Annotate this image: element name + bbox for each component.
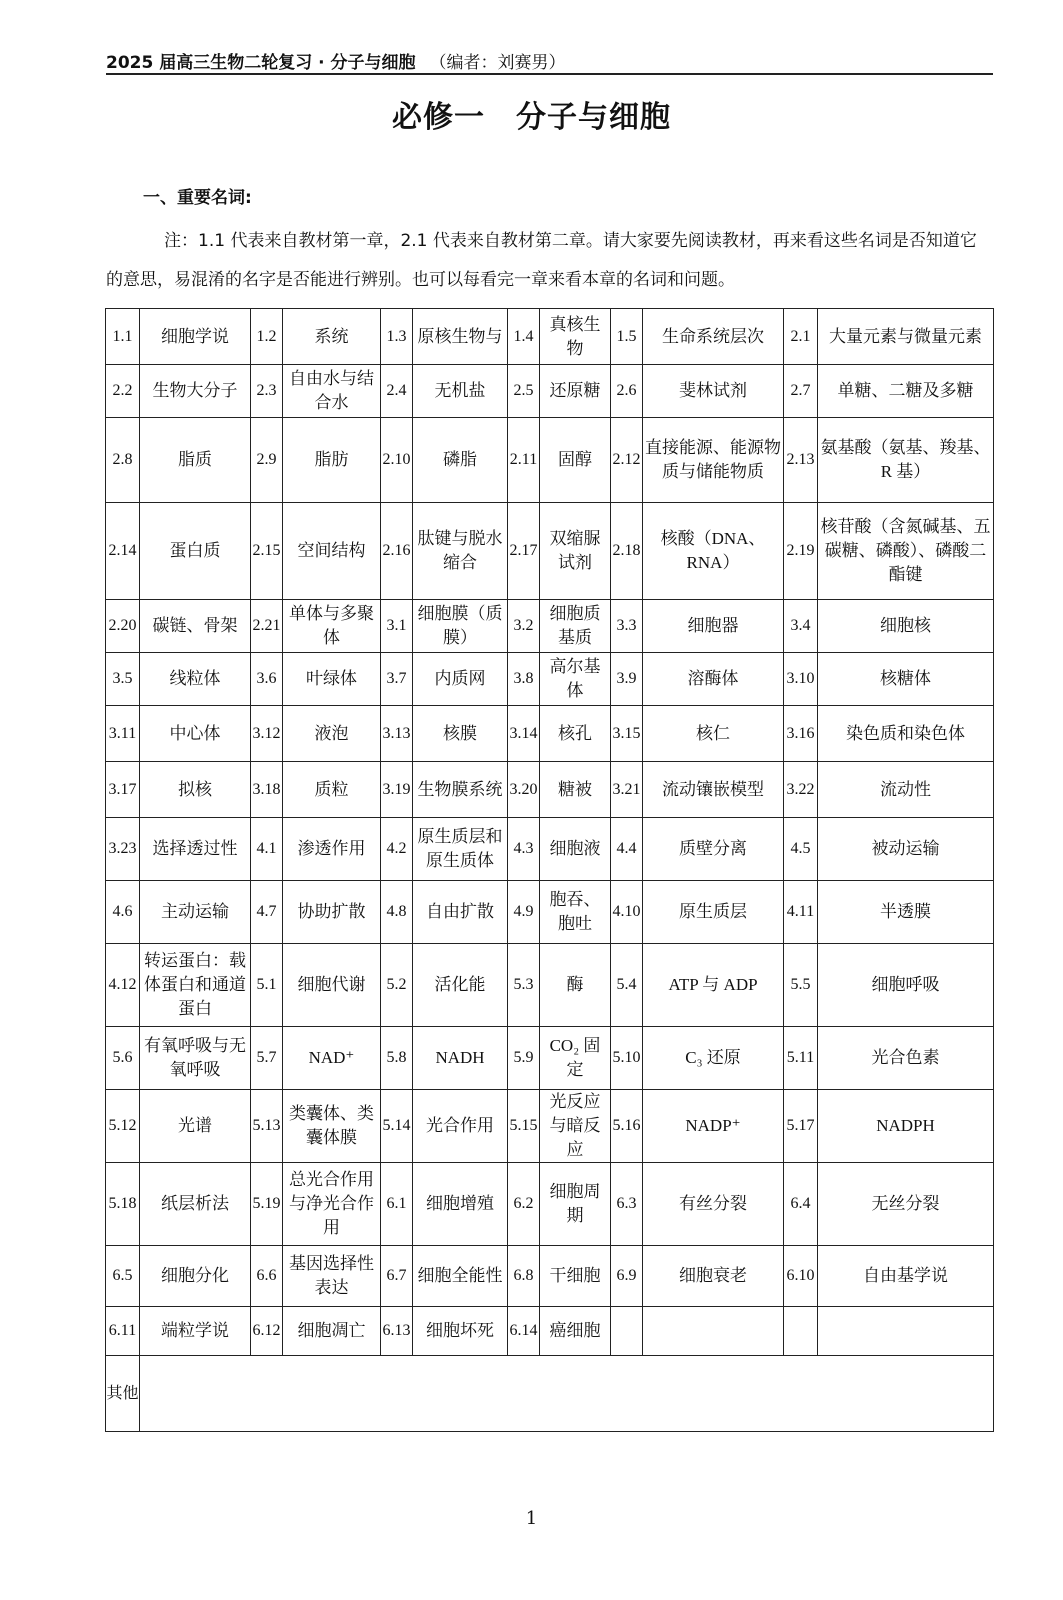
term-name: 固醇 [540,418,611,503]
term-name: 半透膜 [818,881,994,944]
term-number: 2.14 [106,503,140,600]
term-name: 核孔 [540,706,611,762]
term-name: 光合色素 [818,1027,994,1090]
term-number: 6.1 [381,1163,413,1246]
term-name: 酶 [540,944,611,1027]
term-name: 细胞周期 [540,1163,611,1246]
term-number: 5.7 [251,1027,283,1090]
other-blank-area [140,1356,994,1432]
term-number: 6.7 [381,1246,413,1307]
term-name: 原生质层和原生质体 [413,818,508,881]
term-number: 5.11 [784,1027,818,1090]
term-number: 5.14 [381,1090,413,1163]
term-number: 2.19 [784,503,818,600]
term-name: 真核生物 [540,309,611,365]
term-name: 细胞坏死 [413,1307,508,1356]
term-name: 渗透作用 [283,818,381,881]
term-number: 2.5 [508,365,540,418]
term-number: 3.17 [106,762,140,818]
term-name: 斐林试剂 [643,365,784,418]
term-number: 2.9 [251,418,283,503]
page-number: 1 [525,1508,538,1529]
term-number: 2.17 [508,503,540,600]
term-number: 3.2 [508,600,540,653]
term-name: 被动运输 [818,818,994,881]
term-number: 5.12 [106,1090,140,1163]
term-number [784,1307,818,1356]
table-row [106,1027,994,1090]
term-name: NAD⁺ [283,1027,381,1090]
term-number: 3.5 [106,653,140,706]
term-number: 3.13 [381,706,413,762]
term-name: 细胞器 [643,600,784,653]
term-number: 5.9 [508,1027,540,1090]
term-name: 中心体 [140,706,251,762]
term-name: NADPH [818,1090,994,1163]
term-number: 2.8 [106,418,140,503]
term-name: 细胞衰老 [643,1246,784,1307]
term-name: 无丝分裂 [818,1163,994,1246]
course-title: 2025 届高三生物二轮复习 · 分子与细胞 [106,53,416,73]
term-name: 脂肪 [283,418,381,503]
term-number [611,1307,643,1356]
term-name: 癌细胞 [540,1307,611,1356]
term-name: 质壁分离 [643,818,784,881]
term-number: 2.1 [784,309,818,365]
term-name: 生命系统层次 [643,309,784,365]
table-row [106,600,994,653]
term-name: 碳链、骨架 [140,600,251,653]
document-header [106,48,993,73]
term-number: 3.22 [784,762,818,818]
term-name: 自由扩散 [413,881,508,944]
term-name: 细胞学说 [140,309,251,365]
term-number: 5.5 [784,944,818,1027]
term-number: 1.3 [381,309,413,365]
table-row [106,503,994,600]
term-number: 5.3 [508,944,540,1027]
term-number: 4.6 [106,881,140,944]
term-number: 2.3 [251,365,283,418]
table-row [106,818,994,881]
term-number: 3.19 [381,762,413,818]
term-number: 2.15 [251,503,283,600]
term-name: 光合作用 [413,1090,508,1163]
term-name: 流动性 [818,762,994,818]
term-name: 流动镶嵌模型 [643,762,784,818]
term-number: 6.13 [381,1307,413,1356]
term-number: 3.15 [611,706,643,762]
term-number: 3.21 [611,762,643,818]
term-number: 6.8 [508,1246,540,1307]
term-number: 3.11 [106,706,140,762]
term-name: 染色质和染色体 [818,706,994,762]
term-name: 大量元素与微量元素 [818,309,994,365]
term-name: 内质网 [413,653,508,706]
term-name [818,1307,994,1356]
term-name: 胞吞、胞吐 [540,881,611,944]
term-number: 4.9 [508,881,540,944]
term-number: 5.6 [106,1027,140,1090]
term-name: 细胞膜（质膜） [413,600,508,653]
header-rule [106,73,993,75]
term-number: 5.8 [381,1027,413,1090]
term-number: 6.3 [611,1163,643,1246]
terms-table-body [106,309,994,1432]
term-name: 溶酶体 [643,653,784,706]
term-number: 3.18 [251,762,283,818]
term-name: 转运蛋白：载体蛋白和通道蛋白 [140,944,251,1027]
terms-table [105,308,994,1432]
term-number: 6.6 [251,1246,283,1307]
term-number: 2.12 [611,418,643,503]
term-name: 还原糖 [540,365,611,418]
term-name: 糖被 [540,762,611,818]
term-number: 6.10 [784,1246,818,1307]
table-row [106,944,994,1027]
term-number: 3.14 [508,706,540,762]
term-name: 线粒体 [140,653,251,706]
term-number: 5.17 [784,1090,818,1163]
term-name: 叶绿体 [283,653,381,706]
term-name: 自由水与结合水 [283,365,381,418]
term-name: 直接能源、能源物质与储能物质 [643,418,784,503]
term-number: 5.16 [611,1090,643,1163]
term-number: 2.2 [106,365,140,418]
term-name: 有丝分裂 [643,1163,784,1246]
term-number: 4.3 [508,818,540,881]
term-number: 6.9 [611,1246,643,1307]
term-number: 2.6 [611,365,643,418]
term-number: 1.2 [251,309,283,365]
term-name: 肽键与脱水缩合 [413,503,508,600]
term-number: 3.10 [784,653,818,706]
term-name: 有氧呼吸与无氧呼吸 [140,1027,251,1090]
term-number: 6.4 [784,1163,818,1246]
other-label: 其他 [106,1356,140,1432]
term-name: 液泡 [283,706,381,762]
term-number: 4.1 [251,818,283,881]
term-name: 纸层析法 [140,1163,251,1246]
term-number: 5.1 [251,944,283,1027]
term-number: 4.10 [611,881,643,944]
term-name: 空间结构 [283,503,381,600]
term-name: 氨基酸（氨基、羧基、R 基） [818,418,994,503]
term-number: 2.21 [251,600,283,653]
term-name: CO₂ 固定 [540,1027,611,1090]
term-number: 5.4 [611,944,643,1027]
term-name: 质粒 [283,762,381,818]
term-name: 生物大分子 [140,365,251,418]
term-name: NADH [413,1027,508,1090]
term-number: 2.13 [784,418,818,503]
table-row [106,881,994,944]
term-name: 选择透过性 [140,818,251,881]
term-name: 磷脂 [413,418,508,503]
term-name: 协助扩散 [283,881,381,944]
table-row [106,1307,994,1356]
term-number: 6.12 [251,1307,283,1356]
term-number: 2.20 [106,600,140,653]
term-name: 细胞质基质 [540,600,611,653]
term-name: 端粒学说 [140,1307,251,1356]
term-number: 6.2 [508,1163,540,1246]
term-name: 总光合作用与净光合作用 [283,1163,381,1246]
term-name: 细胞全能性 [413,1246,508,1307]
table-row-other [106,1356,994,1432]
term-name: 单糖、二糖及多糖 [818,365,994,418]
term-number: 5.13 [251,1090,283,1163]
term-number: 3.3 [611,600,643,653]
term-number: 4.12 [106,944,140,1027]
term-name: NADP⁺ [643,1090,784,1163]
term-name: 脂质 [140,418,251,503]
term-name: 核苷酸（含氮碱基、五碳糖、磷酸）、磷酸二酯键 [818,503,994,600]
term-name: 双缩脲试剂 [540,503,611,600]
term-name: 核酸（DNA、RNA） [643,503,784,600]
term-number: 5.19 [251,1163,283,1246]
term-number: 4.2 [381,818,413,881]
term-number: 4.8 [381,881,413,944]
editor-credit: （编者：刘赛男） [429,53,566,73]
term-name [643,1307,784,1356]
term-name: 核膜 [413,706,508,762]
term-name: 核糖体 [818,653,994,706]
term-name: 拟核 [140,762,251,818]
term-name: 生物膜系统 [413,762,508,818]
term-name: 细胞分化 [140,1246,251,1307]
table-row [106,365,994,418]
term-name: 光反应与暗反应 [540,1090,611,1163]
term-number: 3.23 [106,818,140,881]
term-number: 2.10 [381,418,413,503]
term-name: 蛋白质 [140,503,251,600]
table-row [106,309,994,365]
term-name: 基因选择性表达 [283,1246,381,1307]
term-name: 主动运输 [140,881,251,944]
term-name: 细胞核 [818,600,994,653]
term-number: 1.1 [106,309,140,365]
section-heading: 一、重要名词: [143,188,252,208]
table-row [106,762,994,818]
term-name: 细胞呼吸 [818,944,994,1027]
term-name: 细胞增殖 [413,1163,508,1246]
term-name: 系统 [283,309,381,365]
table-row [106,706,994,762]
table-row [106,653,994,706]
term-number: 4.4 [611,818,643,881]
term-name: 自由基学说 [818,1246,994,1307]
term-number: 3.9 [611,653,643,706]
table-row [106,1163,994,1246]
term-number: 3.12 [251,706,283,762]
term-number: 2.16 [381,503,413,600]
term-number: 2.18 [611,503,643,600]
term-number: 2.4 [381,365,413,418]
term-number: 5.18 [106,1163,140,1246]
term-number: 6.14 [508,1307,540,1356]
term-number: 3.6 [251,653,283,706]
term-number: 3.16 [784,706,818,762]
term-name: 原生质层 [643,881,784,944]
term-number: 3.1 [381,600,413,653]
term-name: 细胞液 [540,818,611,881]
term-number: 4.7 [251,881,283,944]
term-number: 6.5 [106,1246,140,1307]
table-row [106,1246,994,1307]
term-name: 光谱 [140,1090,251,1163]
page-title: 必修一 分子与细胞 [392,100,671,135]
term-name: C₃ 还原 [643,1027,784,1090]
term-number: 3.7 [381,653,413,706]
term-number: 5.15 [508,1090,540,1163]
term-number: 3.8 [508,653,540,706]
term-name: ATP 与 ADP [643,944,784,1027]
note-paragraph: 注：1.1 代表来自教材第一章，2.1 代表来自教材第二章。请大家要先阅读教材，再来看这些名词是否知道它的意思，易混淆的名字是否能进行辨别。也可以每看完一章来看本章的名词和问题。 [106,231,977,290]
term-number: 4.5 [784,818,818,881]
term-number: 3.20 [508,762,540,818]
term-name: 单体与多聚体 [283,600,381,653]
term-number: 6.11 [106,1307,140,1356]
term-number: 4.11 [784,881,818,944]
table-row [106,1090,994,1163]
term-name: 细胞凋亡 [283,1307,381,1356]
term-name: 干细胞 [540,1246,611,1307]
term-name: 无机盐 [413,365,508,418]
term-name: 核仁 [643,706,784,762]
term-name: 活化能 [413,944,508,1027]
term-number: 2.7 [784,365,818,418]
term-number: 2.11 [508,418,540,503]
term-name: 原核生物与 [413,309,508,365]
table-row [106,418,994,503]
term-number: 1.5 [611,309,643,365]
term-name: 高尔基体 [540,653,611,706]
term-number: 1.4 [508,309,540,365]
term-name: 类囊体、类囊体膜 [283,1090,381,1163]
term-number: 3.4 [784,600,818,653]
term-number: 5.2 [381,944,413,1027]
term-number: 5.10 [611,1027,643,1090]
term-name: 细胞代谢 [283,944,381,1027]
